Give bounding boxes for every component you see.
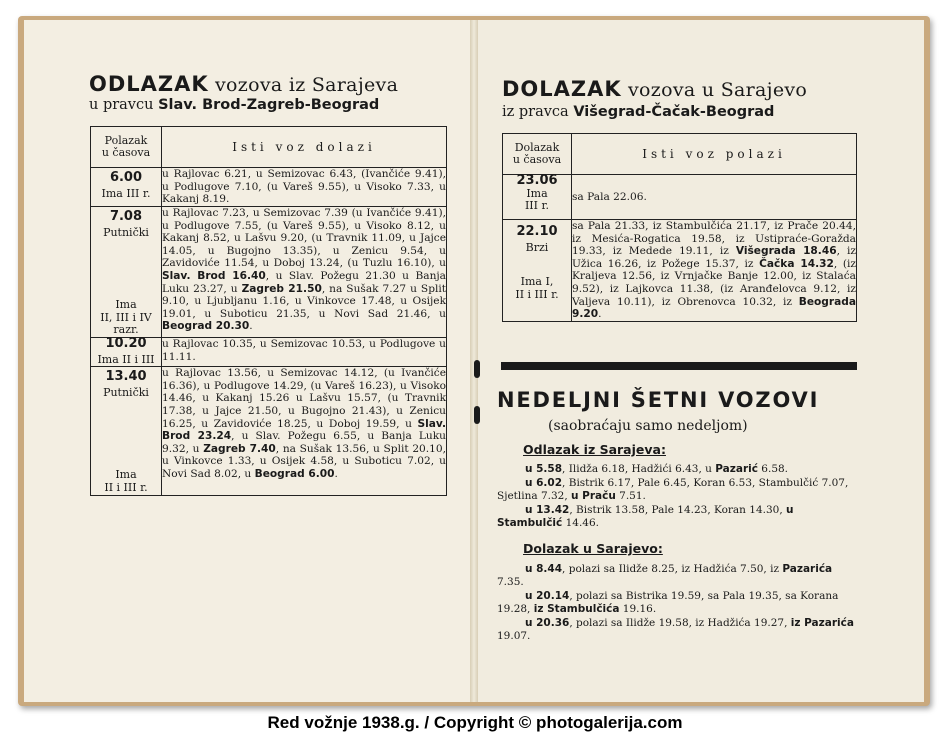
sunday-departure: u 6.02, Bistrik 6.17, Pale 6.45, Koran 6.53, Stambulčić 7.07, Sjetlina 7.32, u Praču 7.51. <box>497 477 849 502</box>
left-heading: ODLAZAK vozova iz Sarajeva <box>89 72 399 96</box>
stops-text: u Rajlovac 10.35, u Semizovac 10.53, u Podlugove u 11.11. <box>162 337 447 366</box>
class-note: II i III r. <box>515 287 559 301</box>
table-header-row <box>503 134 857 175</box>
arrivals-label: Dolazak u Sarajevo: <box>523 541 663 556</box>
departure-time-cell <box>91 207 162 338</box>
departure-time-cell <box>91 168 162 207</box>
departures-label: Odlazak iz Sarajeva: <box>523 442 666 457</box>
departures-table <box>90 126 447 496</box>
class-note: II i III r. <box>104 480 148 494</box>
class-note: III r. <box>524 199 550 213</box>
departure-time: 13.40 <box>105 369 147 385</box>
table-row <box>91 168 447 207</box>
col-header-time: Polazak u časova <box>91 127 162 168</box>
table-row <box>91 207 447 338</box>
stops-text: u Rajlovac 6.21, u Semizovac 6.43, (Ivančiće 9.41), u Podlugove 7.10, (u Vareš 9.55), u Visoko 7.33, u Kakanj 8.19. <box>162 168 446 206</box>
col-header-destination: Isti voz dolazi <box>162 127 447 168</box>
class-note: Ima II i III <box>97 352 155 366</box>
table-row <box>91 337 447 366</box>
class-note: razr. <box>113 323 139 337</box>
class-note: Ima I, <box>520 275 554 289</box>
class-note: Ima III r. <box>101 186 151 200</box>
origin-text: sa Pala 21.33, iz Stambulčića 21.17, iz Prače 20.44, iz Mesića-Rogatica 19.58, iz Ustipraće-Goražda 19.33, iz Mededе 19.11, iz Višegrada 18.46, iz Užica 16.26, iz Požege 15.37, iz Čačka 14.32, (iz Kraljeva 12.56, iz Vrnjačke Banje 12.00, iz Stalaća 9.52), iz Lajkovca 11.38, (iz Aranđelovca 9.12, iz Valjeva 10.11), iz Obrenovca 10.32, iz Beograda 9.20. <box>572 220 856 321</box>
sunday-arrival: u 8.44, polazi sa Ilidže 8.25, iz Hadžića 7.50, iz Pazarića 7.35. <box>497 563 833 588</box>
sunday-arrival: u 20.14, polazi sa Bistrika 19.59, sa Pala 19.35, sa Korana 19.28, iz Stambulčića 19.16. <box>497 590 839 615</box>
arrivals-table <box>502 133 857 322</box>
departure-time: 7.08 <box>109 209 143 224</box>
binding-hole <box>474 406 480 424</box>
left-route: u pravcu Slav. Brod-Zagreb-Beograd <box>89 97 380 113</box>
table-row <box>503 220 857 322</box>
train-type: Brzi <box>525 240 549 254</box>
class-note: Ima <box>115 298 137 312</box>
class-note: II, III i IV <box>100 310 152 324</box>
arrival-time-cell <box>503 175 572 220</box>
train-type: Putnički <box>103 385 149 399</box>
departure-time: 10.20 <box>105 335 147 351</box>
stops-text: u Rajlovac 13.56, u Semizovac 14.12, (u Ivančiće 16.36), u Podlugove 14.29, (u Vareš 16.23), u Visoko 14.46, u Kakanj 15.26 u Lašvu 15.57, (u Travnik 17.38, u Jajce 21.50, u Bugojno 21.43), u Zenicu 16.25, u Zavidoviće 18.25, u Doboj 19.59, u Slav. Brod 23.24, u Slav. Požegu 6.55, u Banja Luku 9.32, u Zagreb 7.40, na Sušak 13.56, u Split 20.10, u Vinkovce 1.33, u Osijek 4.58, u Suboticu 7.02, u Novi Sad 8.02, u Beograd 6.00. <box>162 367 447 495</box>
departure-time: 6.00 <box>109 170 143 185</box>
sunday-arrival: u 20.36, polazi sa Ilidže 19.58, iz Hadžića 19.27, iz Pazarića 19.07. <box>497 617 854 642</box>
binding-hole <box>474 360 480 378</box>
col-header-origin: Isti voz polazi <box>572 134 857 175</box>
sunday-departure: u 13.42, Bistrik 13.58, Pale 14.23, Koran 14.30, u Stambulčić 14.46. <box>497 504 794 529</box>
origin-text: sa Pala 22.06. <box>572 175 857 220</box>
table-row <box>503 175 857 220</box>
stops-text: u Rajlovac 7.23, u Semizovac 7.39 (u Ivančiće 9.41), u Podlugove 7.55, (u Vareš 9.55), u Visoko 8.12, u Kakanj 8.52, u Lašvu 9.20, (u Travnik 11.09, u Jajce 14.05, u Bugojno 13.35), u Zenicu 9.54, u Zavidoviće 11.54, u Doboj 13.24, (u Tuzlu 16.10), u Slav. Brod 16.40, u Slav. Požegu 21.30 u Banja Luku 23.27, u Zagreb 21.50, na Sušak 7.27 u Split 9.10, u Ljubljanu 1.16, u Vinkovce 17.48, u Osijek 19.01, u Suboticu 21.35, u Novi Sad 21.46, u Beograd 20.30. <box>162 207 447 338</box>
sunday-trains-subtitle: (saobraćaju samo nedeljom) <box>548 418 748 434</box>
arrival-time: 23.06 <box>516 173 558 188</box>
arrival-time: 22.10 <box>516 224 558 239</box>
sunday-departure: u 5.58, Ilidža 6.18, Hadžići 6.43, u Pazarić 6.58. <box>525 463 789 475</box>
departure-time-cell <box>91 337 162 366</box>
photo-caption: Red vožnje 1938.g. / Copyright © photogalerija.com <box>267 713 683 732</box>
right-route: iz pravca Višegrad-Čačak-Beograd <box>502 104 775 120</box>
sunday-trains-title: NEDELJNI ŠETNI VOZOVI <box>497 388 820 412</box>
departure-time-cell <box>91 367 162 495</box>
train-type: Putnički <box>103 225 149 239</box>
class-note: Ima <box>526 186 548 200</box>
section-divider <box>501 362 857 370</box>
class-note: Ima <box>115 468 137 482</box>
table-row <box>91 367 447 495</box>
right-heading: DOLAZAK vozova u Sarajevo <box>502 77 808 101</box>
col-header-time: Dolazak u časova <box>503 134 572 175</box>
table-header-row <box>91 127 447 168</box>
arrival-time-cell <box>503 220 572 322</box>
